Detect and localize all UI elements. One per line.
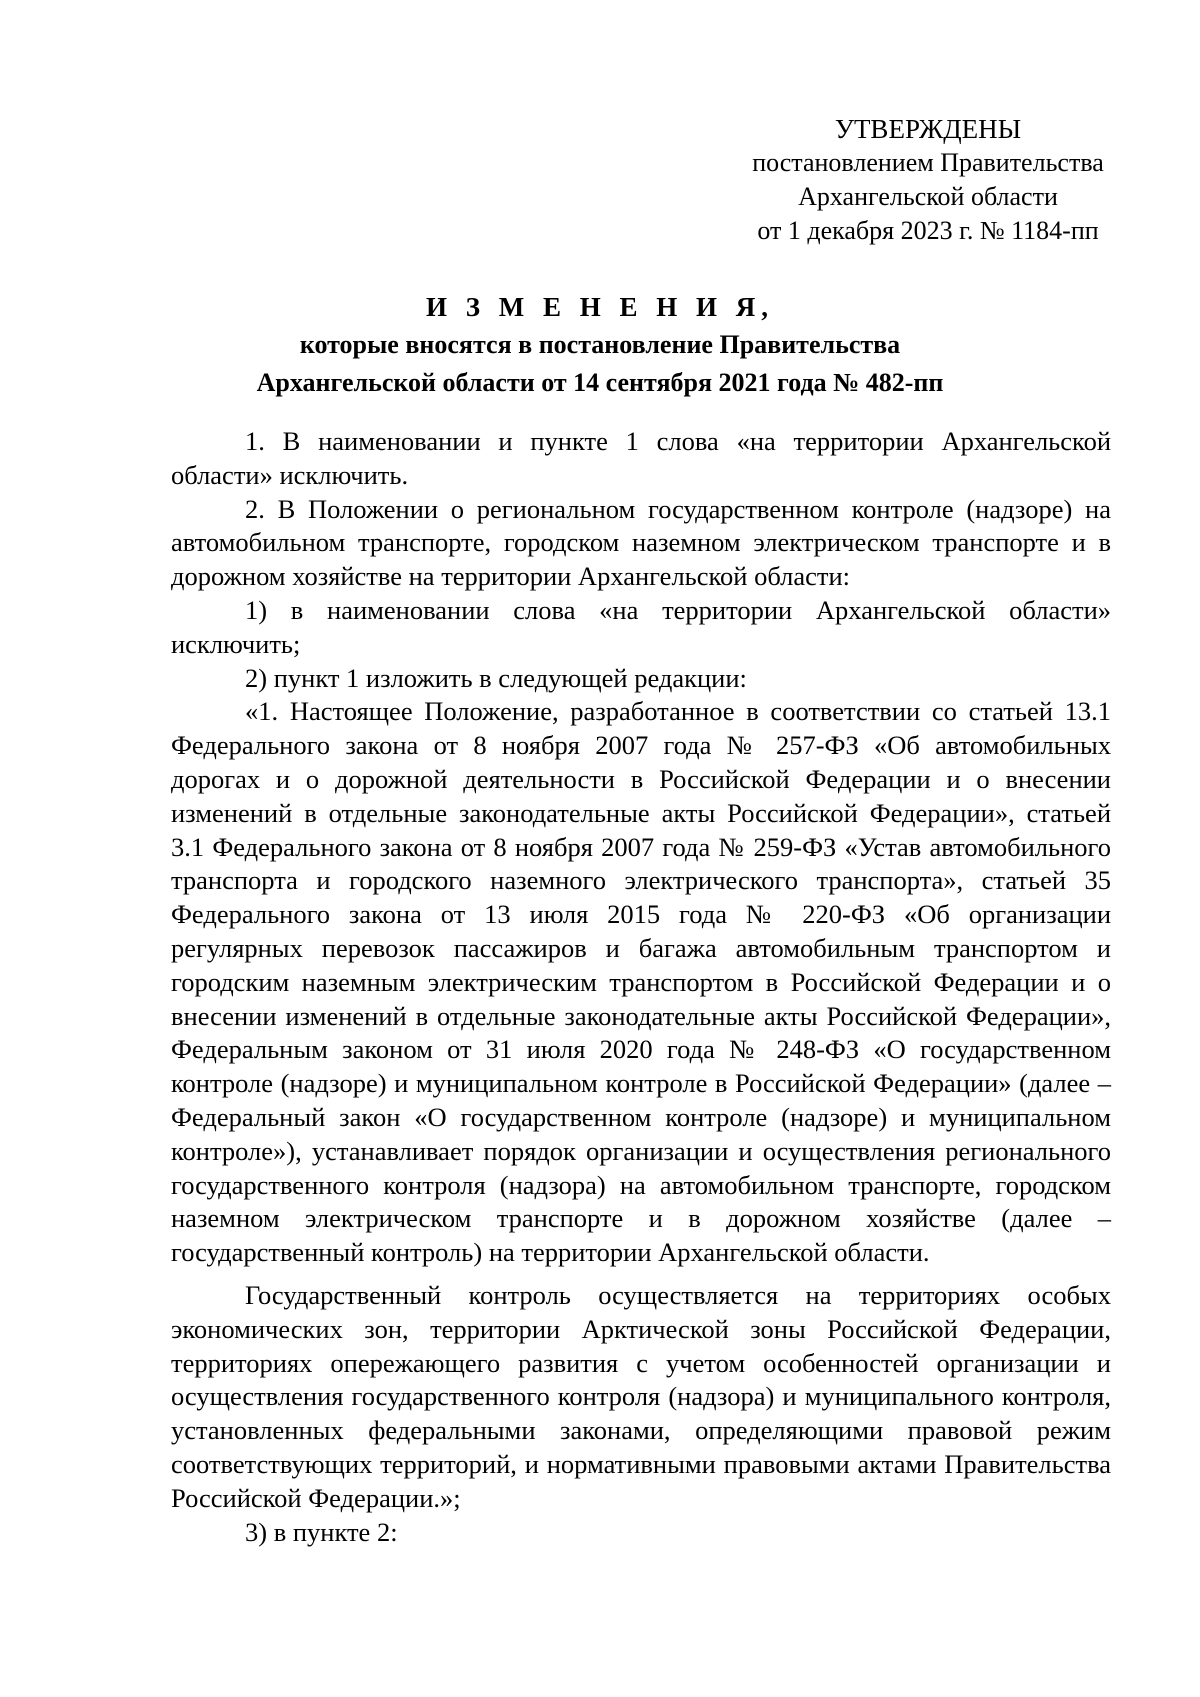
approval-line-3: от 1 декабря 2023 г. № 1184-пп — [757, 216, 1099, 245]
paragraph-6: Государственный контроль осуществляется на территориях особых экономических зон, территории Арктической зоны Российской Федерации, территориях опережающего развития с учетом особенностей организации и осуществления государственного контроля (надзора) и муниципального контроля, установленных федеральными законами, определяющими правовой режим соответствующих территорий, и нормативными правовыми актами Правительства Российской Федерации.»; — [171, 1279, 1111, 1513]
document-heading — [150, 288, 1050, 402]
approval-title: УТВЕРЖДЕНЫ — [834, 114, 1022, 144]
document-body — [171, 425, 1111, 1549]
approval-line-2: Архангельской области — [798, 182, 1058, 211]
heading-line-2: Архангельской области от 14 сентября 2021 года № 482-пп — [256, 368, 944, 397]
paragraph-1: 1. В наименовании и пункте 1 слова «на территории Архангельской области» исключить. — [171, 426, 1111, 490]
heading-title: И З М Е Н Е Н И Я, — [425, 292, 774, 322]
paragraph-7: 3) в пункте 2: — [245, 1516, 398, 1547]
paragraph-2: 2. В Положении о региональном государственном контроле (надзоре) на автомобильном транспорте, городском наземном электрическом транспорте и в дорожном хозяйстве на территории Архангельской области: — [171, 493, 1111, 592]
paragraph-5: «1. Настоящее Положение, разработанное в соответствии со статьей 13.1 Федерального закона от 8 ноября 2007 года № 257-ФЗ «Об автомобильных дорогах и о дорожной деятельности в Российской Федерации и о внесении изменений в отдельные законодательные акты Российской Федерации», статьей 3.1 Федерального закона от 8 ноября 2007 года № 259-ФЗ «Устав автомобильного транспорта и городского наземного электрического транспорта», статьей 35 Федерального закона от 13 июля 2015 года № 220-ФЗ «Об организации регулярных перевозок пассажиров и багажа автомобильным транспортом и городским наземным электрическим транспортом в Российской Федерации и о внесении изменений в отдельные законодательные акты Российской Федерации», Федеральным законом от 31 июля 2020 года № 248-ФЗ «О государственном контроле (надзоре) и муниципальном контроле в Российской Федерации» (далее – Федеральный закон «О государственном контроле (надзоре) и муниципальном контроле»), устанавливает порядок организации и осуществления регионального государственного контроля (надзора) на автомобильном транспорте, городском наземном электрическом транспорте и в дорожном хозяйстве (далее – государственный контроль) на территории Архангельской области. — [171, 696, 1111, 1268]
paragraph-3: 1) в наименовании слова «на территории Архангельской области» исключить; — [171, 594, 1111, 659]
approval-line-1: постановлением Правительства — [752, 148, 1104, 177]
approval-stamp — [728, 112, 1128, 248]
heading-line-1: которые вносятся в постановление Правительства — [299, 330, 901, 359]
paragraph-4: 2) пункт 1 изложить в следующей редакции: — [245, 662, 747, 693]
